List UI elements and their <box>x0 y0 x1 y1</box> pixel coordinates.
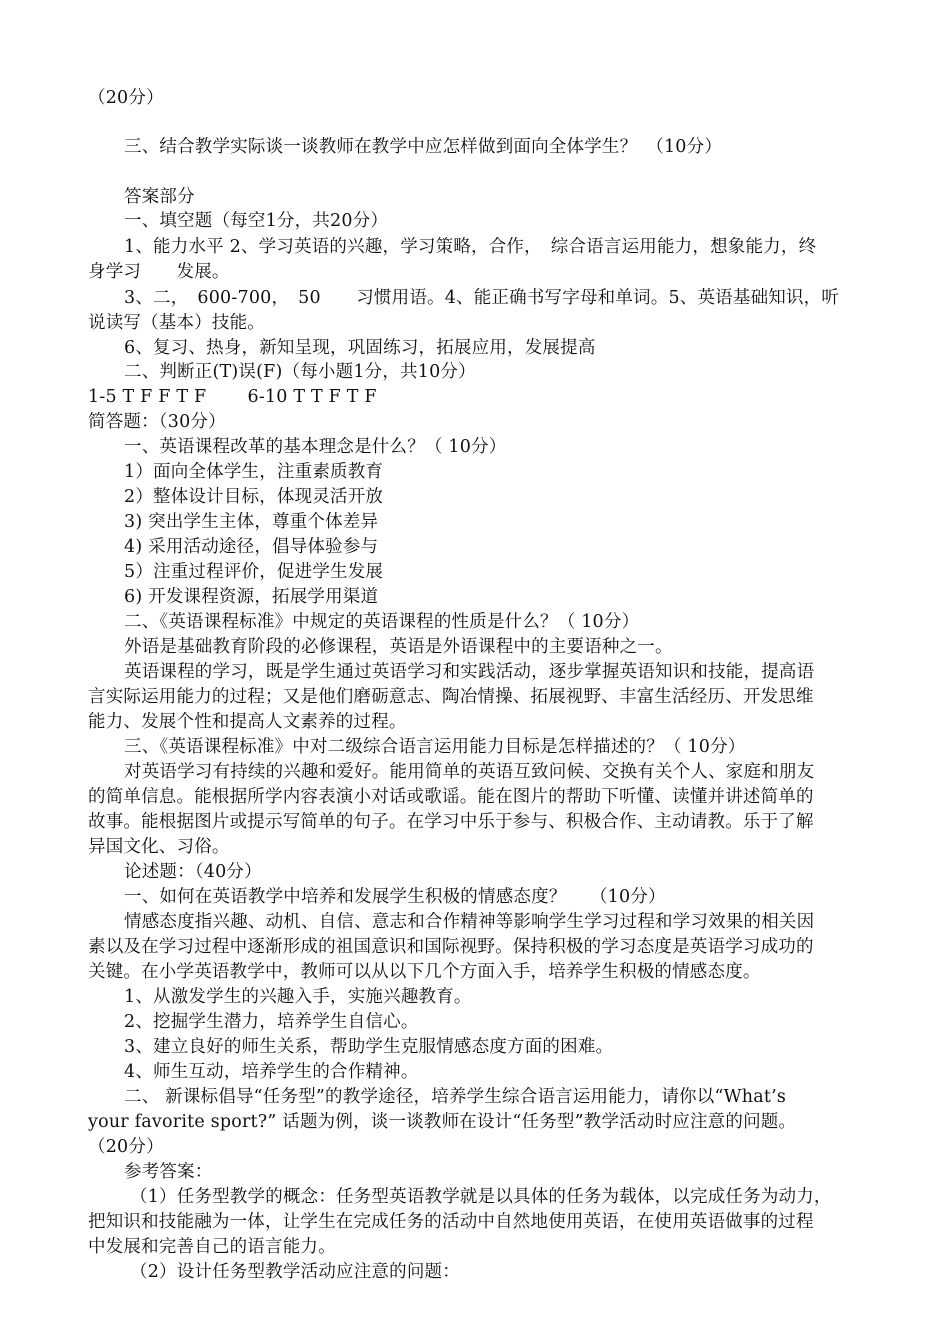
list-item: 6) 开发课程资源，拓展学用渠道 <box>124 587 379 607</box>
list-item: 2、挖掘学生潜力，培养学生自信心。 <box>124 1012 419 1032</box>
question-heading: 二、 新课标倡导“任务型”的教学途径，培养学生综合语言运用能力，请你以“What’s <box>124 1087 787 1107</box>
answer-line: 身学习 发展。 <box>88 262 230 282</box>
answer-line: 3、二， 600-700， 50 习惯用语。4、能正确书写字母和单词。5、英语基础知识，听 <box>124 288 840 308</box>
answer-paragraph: 英语课程的学习，既是学生通过英语学习和实践活动，逐步掌握英语知识和技能，提高语 <box>124 662 815 682</box>
list-item: 3、建立良好的师生关系，帮助学生克服情感态度方面的困难。 <box>124 1037 614 1057</box>
answer-paragraph: 中发展和完善自己的语言能力。 <box>88 1237 336 1257</box>
list-item: 1、从激发学生的兴趣入手，实施兴趣教育。 <box>124 987 472 1007</box>
answer-paragraph: 对英语学习有持续的兴趣和爱好。能用简单的英语互致问候、交换有关个人、家庭和朋友 <box>124 762 815 782</box>
list-item: 1）面向全体学生，注重素质教育 <box>124 462 384 482</box>
answer-line: 1、能力水平 2、学习英语的兴趣，学习策略，合作， 综合语言运用能力，想象能力，终 <box>124 237 817 257</box>
answer-paragraph: （1）任务型教学的概念：任务型英语教学就是以具体的任务为载体，以完成任务为动力， <box>130 1187 832 1207</box>
answer-paragraph: 关键。在小学英语教学中，教师可以从以下几个方面入手，培养学生积极的情感态度。 <box>88 962 761 982</box>
question-heading: 三、《英语课程标准》中对二级综合语言运用能力目标是怎样描述的？（ 10分） <box>124 737 746 757</box>
score-note: （20分） <box>88 88 164 108</box>
list-item: 4、师生互动，培养学生的合作精神。 <box>124 1062 419 1082</box>
question-heading: 一、如何在英语教学中培养和发展学生积极的情感态度？ （10分） <box>124 887 666 907</box>
question-heading: 二、《英语课程标准》中规定的英语课程的性质是什么？（ 10分） <box>124 612 640 632</box>
reference-answer-heading: 参考答案： <box>124 1162 213 1182</box>
short-answer-heading: 简答题：（30分） <box>88 412 226 432</box>
answer-paragraph: 外语是基础教育阶段的必修课程，英语是外语课程中的主要语种之一。 <box>124 637 673 657</box>
question-heading: 一、英语课程改革的基本理念是什么？（ 10分） <box>124 437 507 457</box>
answer-paragraph: 异国文化、习俗。 <box>88 837 230 857</box>
answer-paragraph: 的简单信息。能根据所学内容表演小对话或歌谣。能在图片的帮助下听懂、读懂并讲述简单的 <box>88 787 814 807</box>
true-false-answers: 1-5 T F F T F 6-10 T T F T F <box>88 387 377 407</box>
question-heading: your favorite sport?” 话题为例，谈一谈教师在设计“任务型”教学活动时应注意的问题。 <box>88 1112 797 1132</box>
essay-heading: 论述题：（40分） <box>124 862 262 882</box>
list-item: 2）整体设计目标，体现灵活开放 <box>124 487 384 507</box>
list-item: 5）注重过程评价，促进学生发展 <box>124 562 384 582</box>
true-false-heading: 二、判断正(T)误(F)（每小题1分，共10分） <box>124 362 476 382</box>
answer-paragraph: 情感态度指兴趣、动机、自信、意志和合作精神等影响学生学习过程和学习效果的相关因 <box>124 912 815 932</box>
answer-paragraph: 素以及在学习过程中逐渐形成的祖国意识和国际视野。保持积极的学习态度是英语学习成功的 <box>88 937 814 957</box>
list-item: 3) 突出学生主体，尊重个体差异 <box>124 512 379 532</box>
answer-paragraph: 言实际运用能力的过程；又是他们磨砺意志、陶冶情操、拓展视野、丰富生活经历、开发思维 <box>88 687 814 707</box>
list-item: 4) 采用活动途径，倡导体验参与 <box>124 537 379 557</box>
answer-paragraph: （2）设计任务型教学活动应注意的问题： <box>130 1262 460 1282</box>
answer-paragraph: 把知识和技能融为一体，让学生在完成任务的活动中自然地使用英语，在使用英语做事的过程 <box>88 1212 814 1232</box>
answer-line: 说读写（基本）技能。 <box>88 313 265 333</box>
fill-blank-heading: 一、填空题（每空1分，共20分） <box>124 211 389 231</box>
answer-paragraph: 能力、发展个性和提高人文素养的过程。 <box>88 712 407 732</box>
answer-section-title: 答案部分 <box>124 187 195 207</box>
answer-paragraph: 故事。能根据图片或提示写简单的句子。在学习中乐于参与、积极合作、主动请教。乐于了解 <box>88 812 814 832</box>
answer-line: 6、复习、热身，新知呈现，巩固练习，拓展应用，发展提高 <box>124 338 596 358</box>
question-three-heading: 三、结合教学实际谈一谈教师在教学中应怎样做到面向全体学生？ （10分） <box>124 137 723 157</box>
score-note: （20分） <box>88 1137 164 1157</box>
